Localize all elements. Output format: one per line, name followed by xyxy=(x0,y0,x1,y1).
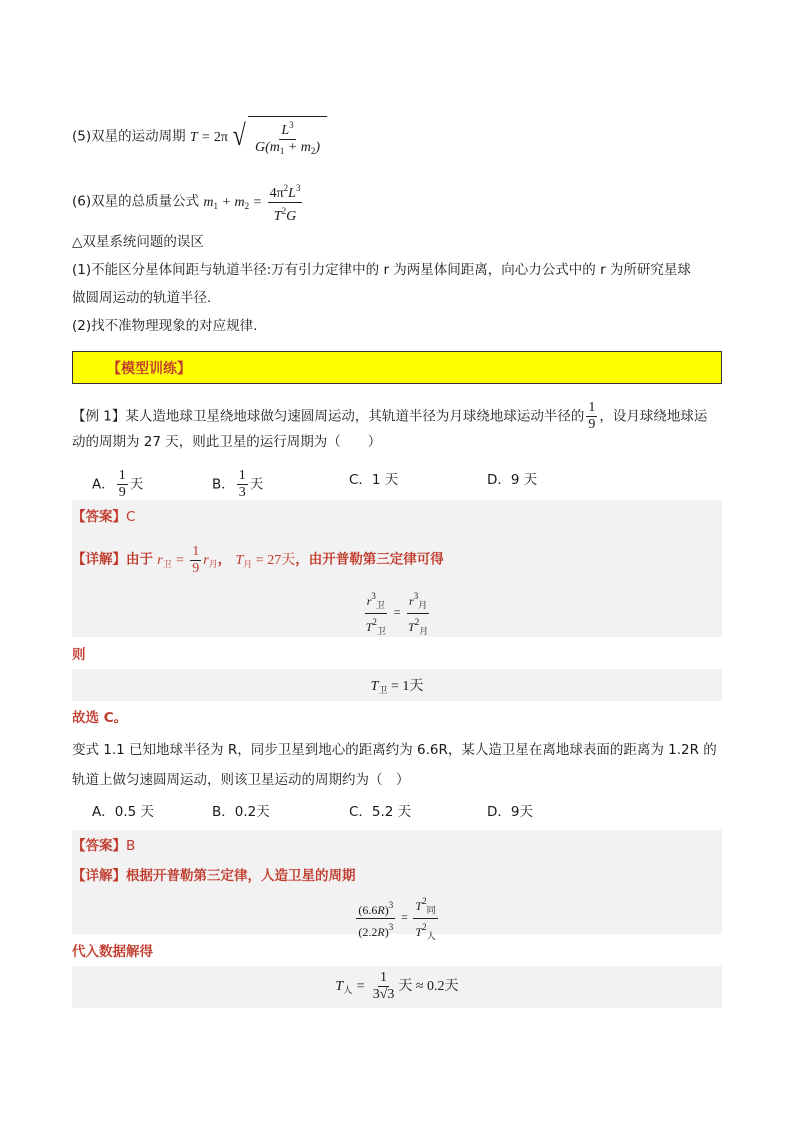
formula-period: T = 2π √ $\frac{L^3}{G(m_1 + m_2)}$ xyxy=(190,130,327,145)
variant1-option-d: D．9天 xyxy=(487,804,533,820)
variant1-substitute: 代入数据解得 xyxy=(72,944,153,960)
example1-detail: 【详解】由于 $r_卫$ = $\frac{1}{9}$ $r_月$， $T_月 = 27$天，由开普勒第三定律可得 xyxy=(72,544,444,576)
pitfall-item-1-cont: 做圆周运动的轨道半径. xyxy=(72,290,212,306)
example1-option-b: B． $\frac{1}{3}$ 天 xyxy=(212,468,264,500)
pitfalls-title: △双星系统问题的误区 xyxy=(72,234,204,250)
formula-mass-row xyxy=(72,180,304,225)
example1-option-c: C．1 天 xyxy=(349,472,399,488)
pitfall-item-2: (2)找不准物理现象的对应规律. xyxy=(72,318,258,334)
variant1-detail: 【详解】根据开普勒第三定律，人造卫星的周期 xyxy=(72,868,356,884)
example1-option-d: D．9 天 xyxy=(487,472,538,488)
example1-kepler-equation: $\frac{r^3_卫}{T^2_卫}$ = $\frac{r^3_月}{T^2_月}$ xyxy=(72,588,722,639)
variant1-option-c: C．5.2 天 xyxy=(349,804,412,820)
variant1-result: $T_人$ = $\frac{1}{3√3}$ 天 ≈ 0.2天 xyxy=(335,970,459,1002)
variant1-option-b: B．0.2天 xyxy=(212,804,270,820)
example1-result: $T_卫 = 1$天 xyxy=(370,679,424,695)
pitfall-item-1: (1)不能区分星体间距与轨道半径:万有引力定律中的 r 为两星体间距离，向心力公式中的 r 为所研究星球 xyxy=(72,262,691,278)
variant1-option-a: A．0.5 天 xyxy=(92,804,154,820)
example1-option-a: A． $\frac{1}{9}$ 天 xyxy=(92,468,144,500)
formula-period-row xyxy=(72,116,327,159)
formula-period-label: (5)双星的运动周期 xyxy=(72,128,186,145)
example1-answer: 【答案】C xyxy=(72,509,136,525)
example1-question: 【例 1】某人造地球卫星绕地球做匀速圆周运动，其轨道半径为月球绕地球运动半径的 $\frac{1}{9}$ ，设月球绕地球运 xyxy=(72,400,708,432)
example1-then: 则 xyxy=(72,647,86,663)
example1-conclusion: 故选 C。 xyxy=(72,710,128,726)
formula-mass: $m_1 + m_2$ = $\frac{4\pi^2L^3}{T^2G}$ xyxy=(203,195,304,210)
variant1-answer: 【答案】B xyxy=(72,838,136,854)
variant1-question: 变式 1.1 已知地球半径为 R，同步卫星到地心的距离约为 6.6R，某人造卫星在离地球表面的距离为 1.2R 的 xyxy=(72,742,717,758)
section-header-bar xyxy=(72,351,722,384)
example1-question-cont: 动的周期为 27 天，则此卫星的运行周期为（ ） xyxy=(72,434,382,450)
section-header-label: 【模型训练】 xyxy=(107,361,191,377)
variant1-question-cont: 轨道上做匀速圆周运动，则该卫星运动的周期约为（ ） xyxy=(72,772,410,788)
formula-mass-label: (6)双星的总质量公式 xyxy=(72,193,200,210)
variant1-kepler-equation: $\frac{(6.6R)^3}{(2.2R)^3}$ = $\frac{T^2_同}{T^2_人}$ xyxy=(72,893,722,944)
